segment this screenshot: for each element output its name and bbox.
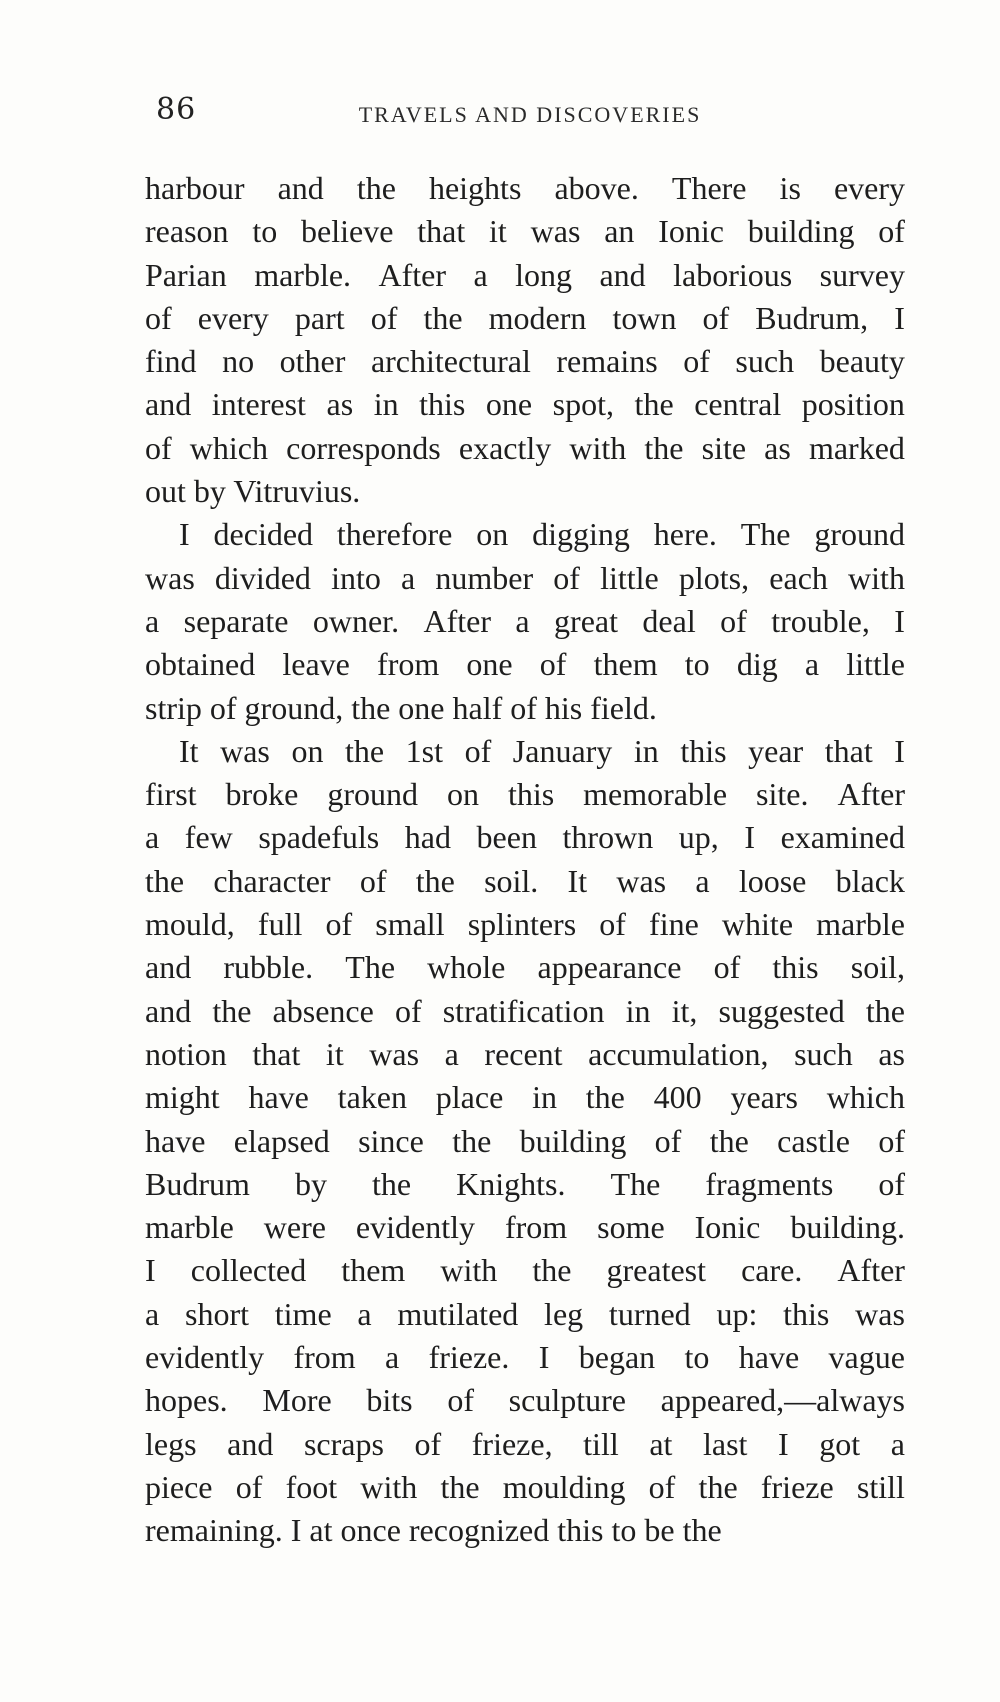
- paragraph: [145, 730, 905, 1553]
- text-line: strip of ground, the one half of his field.: [145, 689, 657, 726]
- text-line: piece of foot with the moulding of the frieze still: [145, 1468, 905, 1505]
- text-line: It was on the 1st of January in this year that I: [179, 732, 905, 769]
- text-line: Parian marble. After a long and laborious survey: [145, 256, 905, 293]
- text-line: remaining. I at once recognized this to be the: [145, 1512, 722, 1549]
- text-line: and the absence of stratification in it, suggested the: [145, 992, 905, 1029]
- text-line: a few spadefuls had been thrown up, I examined: [145, 819, 905, 856]
- text-line: obtained leave from one of them to dig a little: [145, 646, 905, 683]
- running-head: TRAVELS AND DISCOVERIES: [358, 102, 702, 127]
- text-line: reason to believe that it was an Ionic building of: [145, 213, 905, 250]
- text-line: of which corresponds exactly with the site as marked: [145, 429, 905, 466]
- text-line: out by Vitruvius.: [145, 473, 361, 510]
- text-line: Budrum by the Knights. The fragments of: [145, 1165, 905, 1202]
- text-line: a short time a mutilated leg turned up: this was: [145, 1295, 905, 1332]
- text-line: I collected them with the greatest care. After: [145, 1252, 905, 1289]
- text-line: and interest as in this one spot, the central position: [145, 386, 905, 423]
- text-line: evidently from a frieze. I began to have vague: [145, 1339, 905, 1376]
- text-line: first broke ground on this memorable site. After: [145, 776, 905, 813]
- paragraph: [145, 167, 905, 513]
- text-line: legs and scraps of frieze, till at last I got a: [145, 1425, 905, 1462]
- text-line: was divided into a number of little plots, each with: [145, 559, 905, 596]
- text-line: hopes. More bits of sculpture appeared,—always: [145, 1382, 905, 1419]
- paragraph: [145, 513, 905, 729]
- text-line: the character of the soil. It was a loose black: [145, 862, 905, 899]
- text-line: mould, full of small splinters of fine white marble: [145, 906, 905, 943]
- text-line: a separate owner. After a great deal of trouble, I: [145, 602, 905, 639]
- page-header: [150, 92, 910, 132]
- text-line: have elapsed since the building of the castle of: [145, 1122, 905, 1159]
- text-line: and rubble. The whole appearance of this soil,: [145, 949, 905, 986]
- text-line: marble were evidently from some Ionic building.: [145, 1209, 905, 1246]
- text-line: of every part of the modern town of Budrum, I: [145, 299, 905, 336]
- text-line: notion that it was a recent accumulation, such as: [145, 1035, 905, 1072]
- body-text: [145, 167, 905, 1553]
- text-line: might have taken place in the 400 years which: [145, 1079, 905, 1116]
- text-line: I decided therefore on digging here. The ground: [179, 516, 905, 553]
- text-line: harbour and the heights above. There is every: [145, 170, 905, 206]
- page-number: 86: [156, 92, 197, 127]
- text-line: find no other architectural remains of such beauty: [145, 343, 905, 380]
